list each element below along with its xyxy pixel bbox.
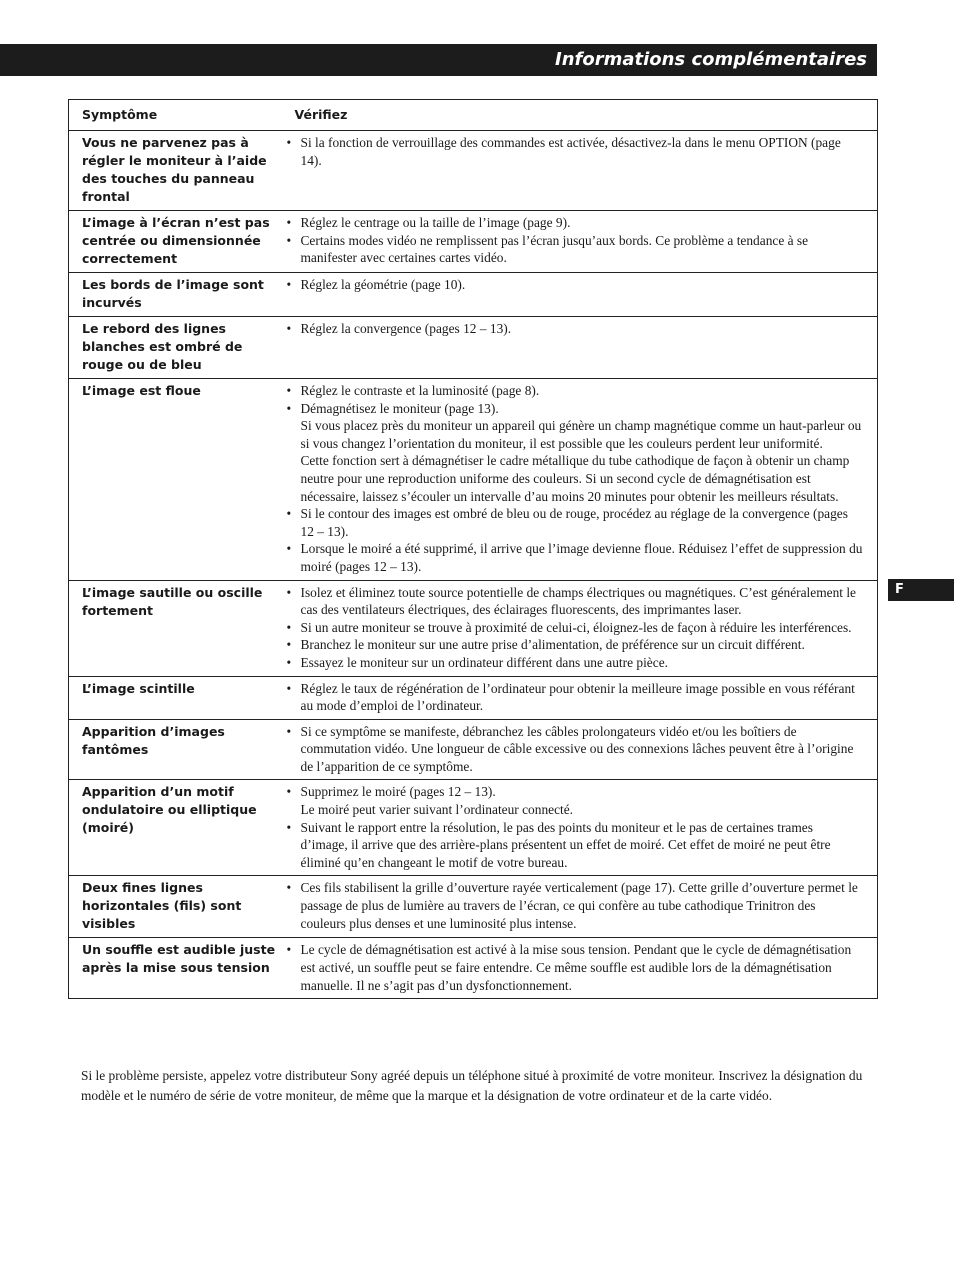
bullet-icon: • [286,637,292,653]
symptom-cell: Vous ne parvenez pas à régler le moniteur à l’aide des touches du panneau frontal [69,131,283,211]
troubleshooting-table [68,99,878,999]
symptom-cell: Le rebord des lignes blanches est ombré de rouge ou de bleu [69,317,283,379]
column-header-check: Vérifiez [283,100,878,131]
check-cell [283,938,878,999]
check-list [283,276,864,294]
bullet-icon: • [286,680,292,696]
symptom-cell: Apparition d’images fantômes [69,719,283,780]
check-item [283,134,864,169]
symptom-cell: Les bords de l’image sont incurvés [69,273,283,317]
check-list [283,134,864,169]
bullet-icon: • [286,277,292,292]
check-item [283,540,864,575]
check-text: Certains modes vidéo ne remplissent pas l’écran jusqu’aux bords. Ce problème a tendance à se manifester avec certaines cartes vidéo. [300,232,809,266]
table-body [69,131,878,999]
bullet-icon: • [286,135,292,150]
bullet-icon: • [286,880,292,896]
bullet-icon: • [286,232,292,248]
language-tab-label: F [895,582,904,597]
check-text: Si ce symptôme se manifeste, débranchez les câbles prolongateurs vidéo et/ou les boîtiers de commutation vidéo. Une longueur de câble excessive ou des connexions lâches peuvent être à l’origine de l’apparition de ce symptôme. [300,723,854,774]
symptom-cell: L’image scintille [69,676,283,719]
check-text: Ces fils stabilisent la grille d’ouverture rayée verticalement (page 17). Cette grille d’ouverture permet le passage de plus de lumière au travers de l’écran, ce qui confère au tube cathodique Trinitron des couleurs plus denses et une luminosité plus intense. [300,880,858,931]
symptom-cell: Apparition d’un motif ondulatoire ou elliptique (moiré) [69,780,283,876]
table-row [69,580,878,676]
section-title: Informations complémentaires [555,49,867,70]
check-cell [283,131,878,211]
check-text: Le cycle de démagnétisation est activé à la mise sous tension. Pendant que le cycle de démagnétisation est activé, un souffle peut se faire entendre. Ce même souffle est audible lors de la démagnétisation manuelle. Il ne s’agit pas d’un dysfonctionnement. [300,942,852,993]
table-row [69,719,878,780]
check-text: Réglez la convergence (pages 12 – 13). [300,321,512,336]
check-item [283,783,864,818]
check-subtext: Cette fonction sert à démagnétiser le cadre métallique du tube cathodique de façon à obtenir un champ neutre pour une reproduction uniforme des couleurs. Si un second cycle de démagnétisation est nécessaire, laissez s’écouler un intervalle d’au moins 20 minutes pour obtenir les meilleurs résultats. [300,453,850,504]
check-list [283,320,864,338]
check-item [283,680,864,715]
footer-note: Si le problème persiste, appelez votre distributeur Sony agréé depuis un téléphone situé à proximité de votre moniteur. Inscrivez la désignation du modèle et le numéro de série de votre moniteur, de même que la marque et la désignation de votre ordinateur et de la carte vidéo. [81,1068,863,1103]
check-text: Branchez le moniteur sur une autre prise d’alimentation, de préférence sur un circuit différent. [300,637,805,653]
table-row [69,938,878,999]
check-cell [283,379,878,581]
check-cell [283,580,878,676]
check-item [283,214,864,232]
check-cell [283,211,878,273]
check-list [283,879,864,932]
table-row [69,317,878,379]
symptom-cell: Un souffle est audible juste après la mise sous tension [69,938,283,999]
language-tab [888,579,954,601]
table-row [69,379,878,581]
check-text: Réglez le taux de régénération de l’ordinateur pour obtenir la meilleure image possible en vous référant au mode d’emploi de l’ordinateur. [300,680,855,714]
check-subtext: Si vous placez près du moniteur un appareil qui génère un champ magnétique comme un haut-parleur ou si vous changez l’orientation du moniteur, il est possible que les couleurs perdent leur uniformité. [300,418,862,451]
check-cell [283,876,878,938]
check-cell [283,676,878,719]
symptom-cell: L’image est floue [69,379,283,581]
check-cell [283,719,878,780]
bullet-icon: • [286,723,292,739]
bullet-icon: • [286,400,292,416]
symptom-cell: L’image sautille ou oscille fortement [69,580,283,676]
check-item [283,941,864,994]
check-item [283,723,864,776]
check-item [283,819,864,872]
check-text: Lorsque le moiré a été supprimé, il arrive que l’image devienne floue. Réduisez l’effet de suppression du moiré (pages 12 – 13). [300,541,863,574]
bullet-icon: • [286,654,292,670]
check-item [283,619,864,637]
symptom-cell: Deux fines lignes horizontales (fils) sont visibles [69,876,283,938]
check-subtext: Le moiré peut varier suivant l’ordinateur connecté. [300,802,574,818]
check-text: Réglez le centrage ou la taille de l’image (page 9). [300,215,571,230]
check-text: Si la fonction de verrouillage des commandes est activée, désactivez-la dans le menu OPTION (page 14). [300,135,841,168]
check-list [283,783,864,871]
check-item [283,232,864,267]
check-text: Si le contour des images est ombré de bleu ou de rouge, procédez au réglage de la convergence (pages 12 – 13). [300,506,848,539]
table-row [69,676,878,719]
check-cell [283,317,878,379]
symptom-cell: L’image à l’écran n’est pas centrée ou dimensionnée correctement [69,211,283,273]
check-text: Démagnétisez le moniteur (page 13). [300,400,499,416]
check-text: Isolez et éliminez toute source potentielle de champs électriques ou magnétiques. C’est généralement le cas des ventilateurs électriques, des éclairages fluorescents, des imprimantes laser. [300,584,857,618]
bullet-icon: • [286,942,292,958]
bullet-icon: • [286,215,292,230]
bullet-icon: • [286,321,292,336]
check-text: Réglez la géométrie (page 10). [300,277,466,292]
check-text: Réglez le contraste et la luminosité (page 8). [300,383,540,398]
check-text: Supprimez le moiré (pages 12 – 13). [300,784,496,800]
check-item [283,276,864,294]
bullet-icon: • [286,506,292,522]
check-list [283,214,864,267]
table-row [69,780,878,876]
check-cell [283,273,878,317]
bullet-icon: • [286,541,292,557]
check-text: Suivant le rapport entre la résolution, le pas des points du moniteur et le pas de certaines trames d’image, il arrive que des arrière-plans présentent un effet de moiré. Cet effet de moiré ne peut être éliminé qu’en changeant le motif de votre bureau. [300,819,831,870]
check-list [283,723,864,776]
check-item [283,654,864,672]
check-list [283,382,864,576]
check-item [283,505,864,540]
check-text: Essayez le moniteur sur un ordinateur différent dans une autre pièce. [300,654,668,670]
check-list [283,584,864,672]
bullet-icon: • [286,584,292,600]
check-item [283,382,864,400]
bullet-icon: • [286,819,292,835]
check-item [283,879,864,932]
table-row [69,131,878,211]
check-item [283,400,864,506]
check-list [283,941,864,994]
check-list [283,680,864,715]
bullet-icon: • [286,383,292,398]
table-row [69,273,878,317]
table-row [69,211,878,273]
bullet-icon: • [286,619,292,635]
table-row [69,876,878,938]
column-header-symptom: Symptôme [69,100,283,131]
check-cell [283,780,878,876]
check-item [283,320,864,338]
check-item [283,636,864,654]
section-header-bar [0,44,877,76]
bullet-icon: • [286,784,292,800]
check-item [283,584,864,619]
check-text: Si un autre moniteur se trouve à proximité de celui-ci, éloignez-les de façon à réduire les interférences. [300,619,852,635]
table-header-row [69,100,878,131]
